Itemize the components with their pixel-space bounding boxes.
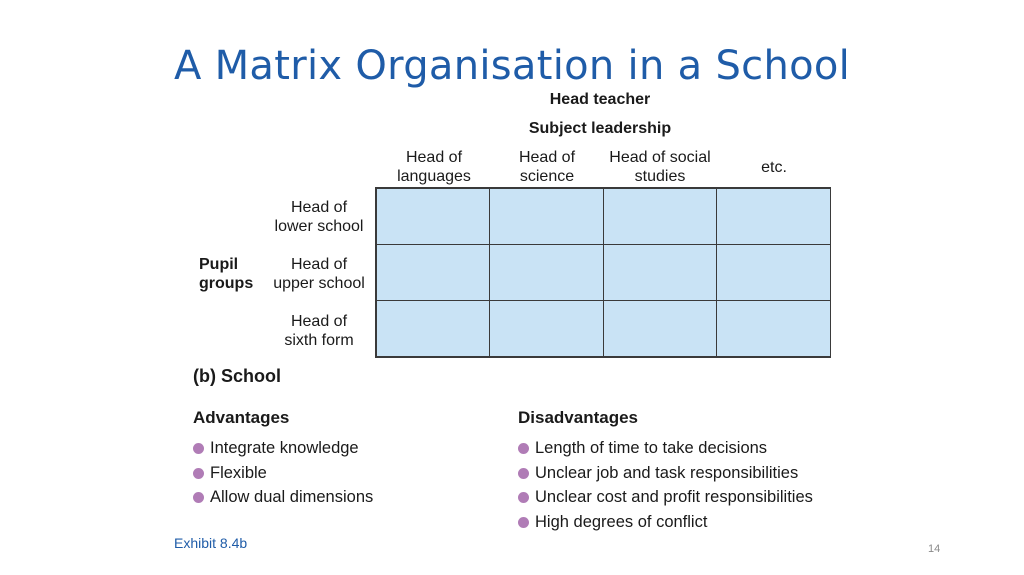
matrix-cell: [603, 244, 718, 301]
school-caption: (b) School: [193, 366, 281, 386]
disadvantages-heading: Disadvantages: [518, 408, 638, 427]
matrix-cell: [376, 244, 491, 301]
row-header-sixth-form: [262, 312, 376, 350]
column-header-etc: [717, 158, 831, 177]
pupil-groups-line: groups: [199, 275, 254, 292]
matrix-cell: [716, 188, 831, 245]
bullet-icon: [518, 443, 529, 454]
matrix-cell: [489, 244, 604, 301]
row-header-upper-school: [262, 255, 376, 293]
list-item: [518, 461, 813, 486]
subject-leadership-label: Subject leadership: [528, 120, 672, 137]
row-header-lower-school: [262, 198, 376, 236]
matrix-cell: [603, 188, 718, 245]
pupil-groups-line: Pupil: [199, 256, 239, 273]
list-item-text: Flexible: [210, 463, 267, 482]
pupil-groups-label: [199, 255, 253, 293]
column-header-line: etc.: [761, 159, 787, 176]
list-item-text: Length of time to take decisions: [535, 439, 768, 457]
bullet-icon: [518, 517, 529, 528]
list-item: [193, 485, 373, 510]
advantages-heading: Advantages: [193, 408, 290, 427]
column-header-social-studies: [596, 148, 724, 186]
row-header-line: sixth form: [284, 332, 354, 349]
list-item: [518, 485, 813, 510]
advantages-list: [193, 436, 373, 510]
matrix-cell: [376, 300, 491, 357]
list-item-text: Integrate knowledge: [210, 439, 359, 457]
list-item-text: Allow dual dimensions: [210, 488, 374, 507]
matrix-cell: [376, 188, 491, 245]
row-header-line: Head of: [290, 199, 348, 216]
row-header-line: Head of: [290, 256, 348, 273]
column-header-line: Head of: [518, 149, 576, 166]
bullet-icon: [193, 468, 204, 479]
matrix-cell: [489, 300, 604, 357]
column-header-line: Head of: [405, 149, 463, 166]
disadvantages-list: [518, 436, 813, 535]
column-header-languages: [377, 148, 491, 186]
matrix-cell: [716, 300, 831, 357]
column-header-science: [490, 148, 604, 186]
row-header-line: Head of: [290, 313, 348, 330]
head-teacher-label: Head teacher: [549, 91, 651, 108]
matrix-cell: [716, 244, 831, 301]
list-item-text: High degrees of conflict: [535, 513, 708, 532]
row-header-line: upper school: [273, 275, 365, 292]
row-header-line: lower school: [274, 218, 364, 235]
column-header-line: science: [519, 168, 575, 185]
list-item: [193, 461, 373, 486]
list-item: [518, 436, 813, 461]
list-item-text: Unclear cost and profit responsibilities: [535, 488, 813, 507]
matrix-grid: [375, 187, 831, 358]
column-header-line: studies: [634, 168, 686, 185]
bullet-icon: [193, 492, 204, 503]
column-header-line: languages: [397, 168, 471, 185]
list-item-text: Unclear job and task responsibilities: [535, 463, 799, 482]
list-item: [193, 436, 373, 461]
bullet-icon: [518, 468, 529, 479]
exhibit-label: Exhibit 8.4b: [174, 535, 248, 551]
bullet-icon: [518, 492, 529, 503]
column-header-line: Head of social: [609, 149, 711, 166]
matrix-cell: [489, 188, 604, 245]
matrix-cell: [603, 300, 718, 357]
bullet-icon: [193, 443, 204, 454]
slide-title: A Matrix Organisation in a School: [173, 43, 851, 89]
page-number: 14: [928, 543, 941, 555]
list-item: [518, 510, 813, 535]
